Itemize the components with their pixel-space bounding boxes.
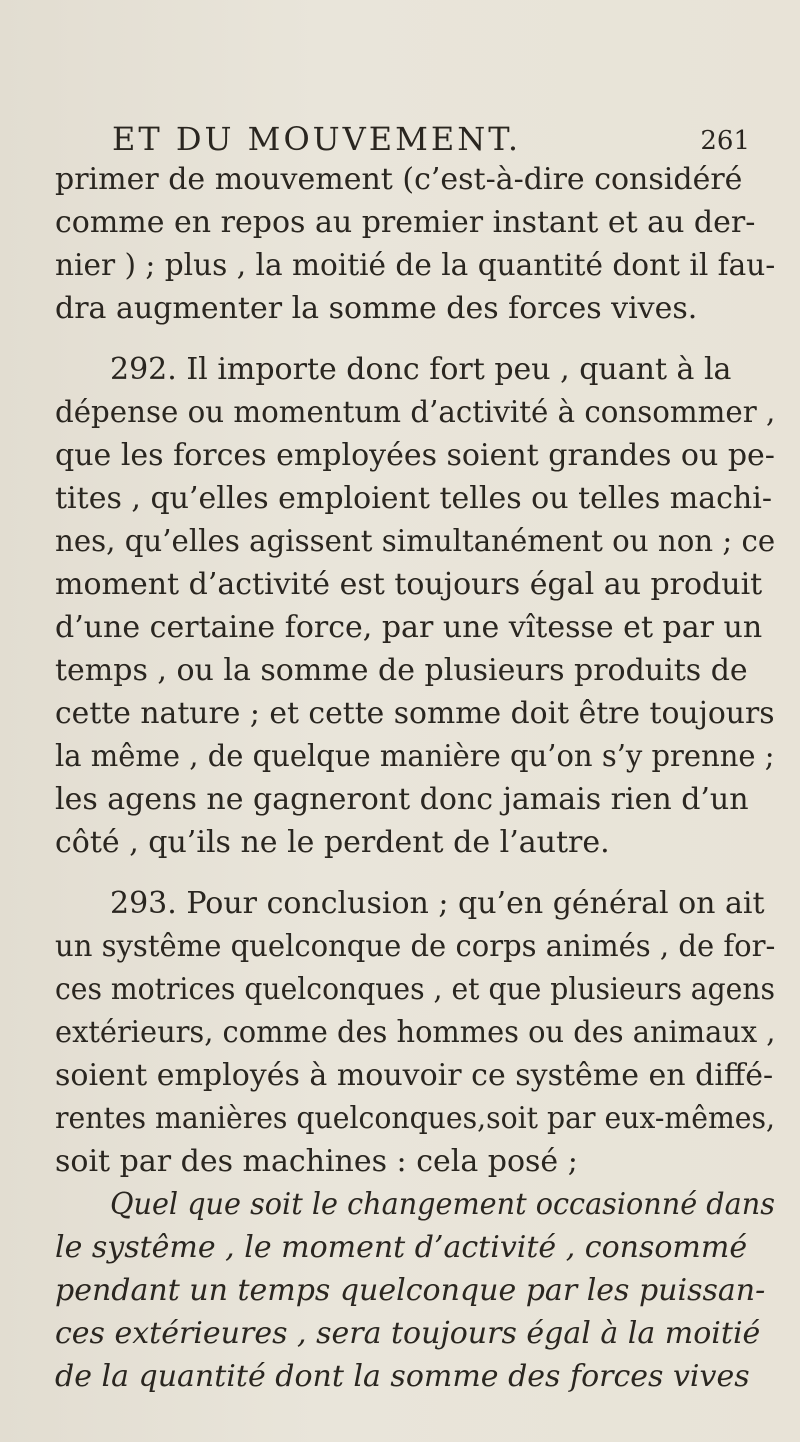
text-line: côté , qu’ils ne le perdent de l’autre. xyxy=(55,825,610,860)
text-line: dra augmenter la somme des forces vives. xyxy=(55,291,698,326)
text-line: soit par des machines : cela posé ; xyxy=(55,1144,578,1179)
text-line: que les forces employées soient grandes ou pe- xyxy=(55,438,775,473)
paragraph-292-start: 292. Il importe donc fort peu , quant à la xyxy=(110,352,732,387)
paragraph-293-start: 293. Pour conclusion ; qu’en général on ait xyxy=(110,886,765,921)
text-line: temps , ou la somme de plusieurs produits de xyxy=(55,653,748,688)
italic-text-line: ces extérieures , sera toujours égal à la moitié xyxy=(55,1316,761,1351)
text-line: d’une certaine force, par une vîtesse et par un xyxy=(55,610,763,645)
text-line: soient employés à mouvoir ce systême en diffé- xyxy=(55,1058,774,1093)
text-line: rentes manières quelconques,soit par eux-mêmes, xyxy=(55,1101,776,1136)
page-header xyxy=(90,120,750,160)
page-number: 261 xyxy=(700,126,750,156)
text-line: la même , de quelque manière qu’on s’y prenne ; xyxy=(55,739,775,774)
running-title: ET DU MOUVEMENT. xyxy=(112,120,522,158)
text-line: nier ) ; plus , la moitié de la quantité dont il fau- xyxy=(55,248,776,283)
text-line: un systême quelconque de corps animés , de for- xyxy=(55,929,776,964)
text-line: primer de mouvement (c’est-à-dire considéré xyxy=(55,162,743,197)
text-line: cette nature ; et cette somme doit être toujours xyxy=(55,696,775,731)
italic-text-line: le systême , le moment d’activité , consommé xyxy=(55,1230,748,1265)
text-line: comme en repos au premier instant et au der- xyxy=(55,205,756,240)
italic-text-line: Quel que soit le changement occasionné dans xyxy=(110,1187,775,1222)
text-line: les agens ne gagneront donc jamais rien d’un xyxy=(55,782,749,817)
italic-text-line: pendant un temps quelconque par les puissan- xyxy=(55,1273,766,1308)
text-line: extérieurs, comme des hommes ou des animaux , xyxy=(55,1015,776,1050)
text-line: moment d’activité est toujours égal au produit xyxy=(55,567,763,602)
italic-text-line: de la quantité dont la somme des forces vives xyxy=(55,1359,750,1394)
text-line: tites , qu’elles emploient telles ou telles machi- xyxy=(55,481,772,516)
text-line: dépense ou momentum d’activité à consommer , xyxy=(55,395,776,430)
text-line: ces motrices quelconques , et que plusieurs agens xyxy=(55,972,775,1007)
text-line: nes, qu’elles agissent simultanément ou non ; ce xyxy=(55,524,776,559)
